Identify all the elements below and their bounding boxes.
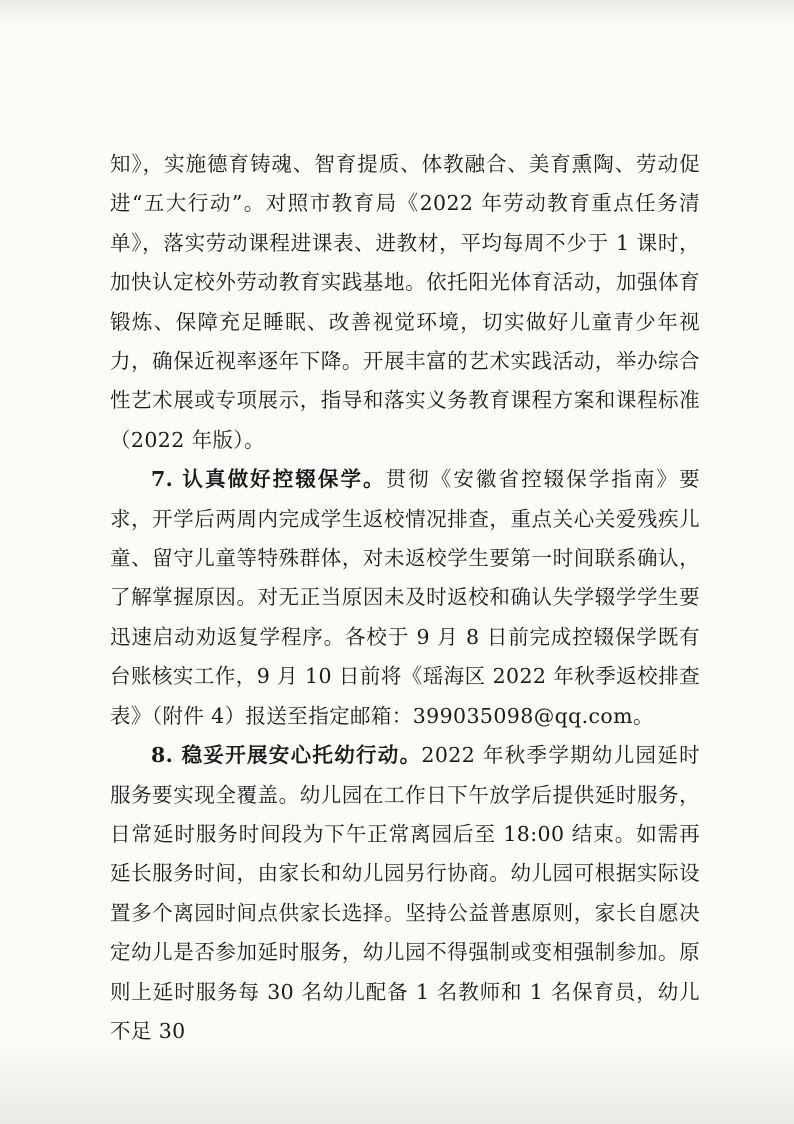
scan-shadow-top	[0, 0, 794, 28]
paragraph-control-dropout	[110, 460, 700, 736]
paragraph-text: 贯彻《安徽省控辍保学指南》要求，开学后两周内完成学生返校情况排查，重点关心关爱残疾儿童、留守儿童等特殊群体，对未返校学生要第一时间联系确认，了解掌握原因。对无正当原因未及时返校和确认失学辍学学生要迅速启动劝返复学程序。各校于 9 月 8 日前完成控辍保学既有台账核实工作，9 月 10 日前将《瑶海区 2022 年秋季返校排查表》（附件 4）报送至指定邮箱：399035098@qq.com。	[110, 467, 700, 728]
document-body	[110, 145, 700, 1051]
paragraph-childcare-action	[110, 736, 700, 1051]
paragraph-text: 知》，实施德育铸魂、智育提质、体教融合、美育熏陶、劳动促进“五大行动”。对照市教育局《2022 年劳动教育重点任务清单》，落实劳动课程进课表、进教材，平均每周不少于 1 课时，加快认定校外劳动教育实践基地。依托阳光体育活动，加强体育锻炼、保障充足睡眠、改善视觉环境，切实做好儿童青少年视力，确保近视率逐年下降。开展丰富的艺术实践活动，举办综合性艺术展或专项展示，指导和落实义务教育课程方案和课程标准（2022 年版）。	[110, 152, 700, 452]
scan-shadow-bottom	[0, 1044, 794, 1124]
paragraph-heading: 7. 认真做好控辍保学。	[151, 467, 386, 492]
paragraph-continuation	[110, 145, 700, 460]
paragraph-text: 2022 年秋季学期幼儿园延时服务要实现全覆盖。幼儿园在工作日下午放学后提供延时服务，日常延时服务时间段为下午正常离园后至 18:00 结束。如需再延长服务时间，由家长和幼儿园另行协商。幼儿园可根据实际设置多个离园时间点供家长选择。坚持公益普惠原则，家长自愿决定幼儿是否参加延时服务，幼儿园不得强制或变相强制参加。原则上延时服务每 30 名幼儿配备 1 名教师和 1 名保育员，幼儿不足 30	[110, 743, 701, 1043]
paragraph-heading: 8. 稳妥开展安心托幼行动。	[151, 743, 422, 768]
